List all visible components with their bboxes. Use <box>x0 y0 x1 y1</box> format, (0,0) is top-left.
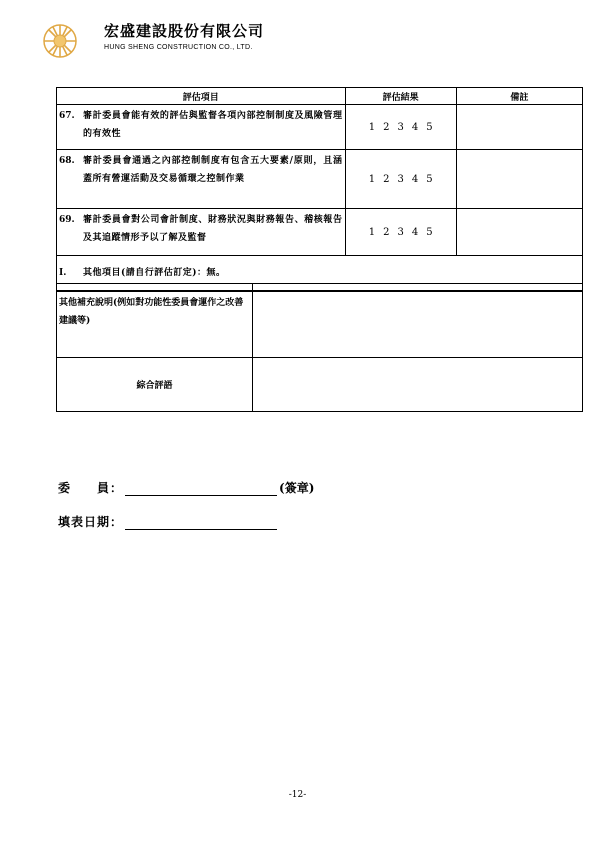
rating-option[interactable]: 4 <box>411 226 419 238</box>
item-text: 審計委員會通過之內部控制制度有包含五大要素/原則，且涵蓋所有營運活動及交易循環之控制作業 <box>83 156 343 184</box>
rating-option[interactable]: 1 <box>368 173 376 185</box>
date-signature <box>58 513 277 530</box>
evaluation-table <box>56 87 583 292</box>
sunburst-logo-icon <box>40 22 80 60</box>
header-remarks: 備註 <box>456 88 582 105</box>
extra-notes-label: 其他補充說明(例如對功能性委員會運作之改善建議等) <box>57 284 253 358</box>
summary-row <box>57 358 583 412</box>
rating-option[interactable]: 1 <box>368 121 376 133</box>
remarks-cell[interactable] <box>456 105 582 150</box>
rating-option[interactable]: 4 <box>411 121 419 133</box>
item-number: 69. <box>59 215 75 225</box>
extra-notes-row <box>57 284 583 358</box>
header-evaluation-result: 評估結果 <box>345 88 456 105</box>
rating-option[interactable]: 5 <box>426 121 433 133</box>
item-cell <box>57 150 346 209</box>
date-line[interactable] <box>125 515 277 530</box>
header-evaluation-item: 評估項目 <box>57 88 346 105</box>
item-text: 審計委員會能有效的評估與監督各項內部控制制度及風險管理的有效性 <box>83 111 343 139</box>
rating-option[interactable]: 2 <box>383 121 390 133</box>
summary-field[interactable] <box>253 358 583 412</box>
table-row <box>57 209 583 256</box>
item-number: 67. <box>59 111 75 121</box>
company-name-english: HUNG SHENG CONSTRUCTION CO., LTD. <box>104 44 253 51</box>
rating-option[interactable]: 5 <box>426 173 433 185</box>
company-logo <box>40 22 80 60</box>
member-signature <box>58 479 314 496</box>
member-signature-line[interactable] <box>125 481 277 496</box>
rating-option[interactable]: 4 <box>411 173 419 185</box>
company-name-chinese: 宏盛建設股份有限公司 <box>104 22 265 40</box>
table-header-row <box>57 88 583 105</box>
rating-option[interactable]: 3 <box>397 226 404 238</box>
item-text: 審計委員會對公司會計制度、財務狀況與財務報告、稽核報告及其追蹤情形予以了解及監督 <box>83 215 343 243</box>
rating-option[interactable]: 5 <box>426 226 433 238</box>
comments-table <box>56 283 583 412</box>
summary-label: 綜合評語 <box>57 358 253 412</box>
member-label: 委 員： <box>58 481 124 495</box>
date-label: 填表日期： <box>58 515 124 529</box>
rating-option[interactable]: 3 <box>397 173 404 185</box>
table-row <box>57 150 583 209</box>
rating-option[interactable]: 2 <box>383 173 390 185</box>
rating-scale <box>345 105 456 150</box>
section-number: I. <box>59 268 67 278</box>
item-cell <box>57 105 346 150</box>
table-row <box>57 105 583 150</box>
rating-option[interactable]: 1 <box>368 226 376 238</box>
item-number: 68. <box>59 156 75 166</box>
rating-scale <box>345 150 456 209</box>
section-text: 其他項目(請自行評估訂定)：無。 <box>83 268 226 278</box>
rating-option[interactable]: 3 <box>397 121 404 133</box>
rating-option[interactable]: 2 <box>383 226 390 238</box>
page-number: -12- <box>288 790 307 800</box>
rating-scale <box>345 209 456 256</box>
member-note: (簽章) <box>279 481 315 495</box>
remarks-cell[interactable] <box>456 150 582 209</box>
item-cell <box>57 209 346 256</box>
extra-notes-field[interactable] <box>253 284 583 358</box>
remarks-cell[interactable] <box>456 209 582 256</box>
